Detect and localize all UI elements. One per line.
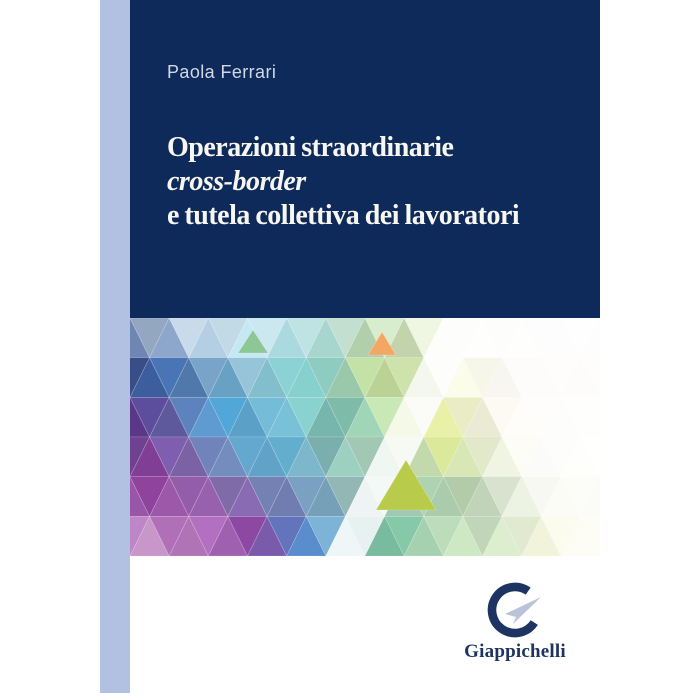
publisher-name: Giappichelli [464,641,566,662]
title-line-3: e tutela collettiva dei lavoratori [167,200,520,231]
giappichelli-g-icon [487,582,543,638]
publisher-logo [427,582,603,663]
spine-stripe [100,0,130,693]
triangle-mosaic-artwork [130,318,600,556]
title-line-2: cross-border [167,166,306,197]
cover-header [130,0,600,318]
title-line-1: Operazioni straordinarie [167,132,454,163]
author-name: Paola Ferrari [167,62,277,82]
book-title [167,131,519,233]
